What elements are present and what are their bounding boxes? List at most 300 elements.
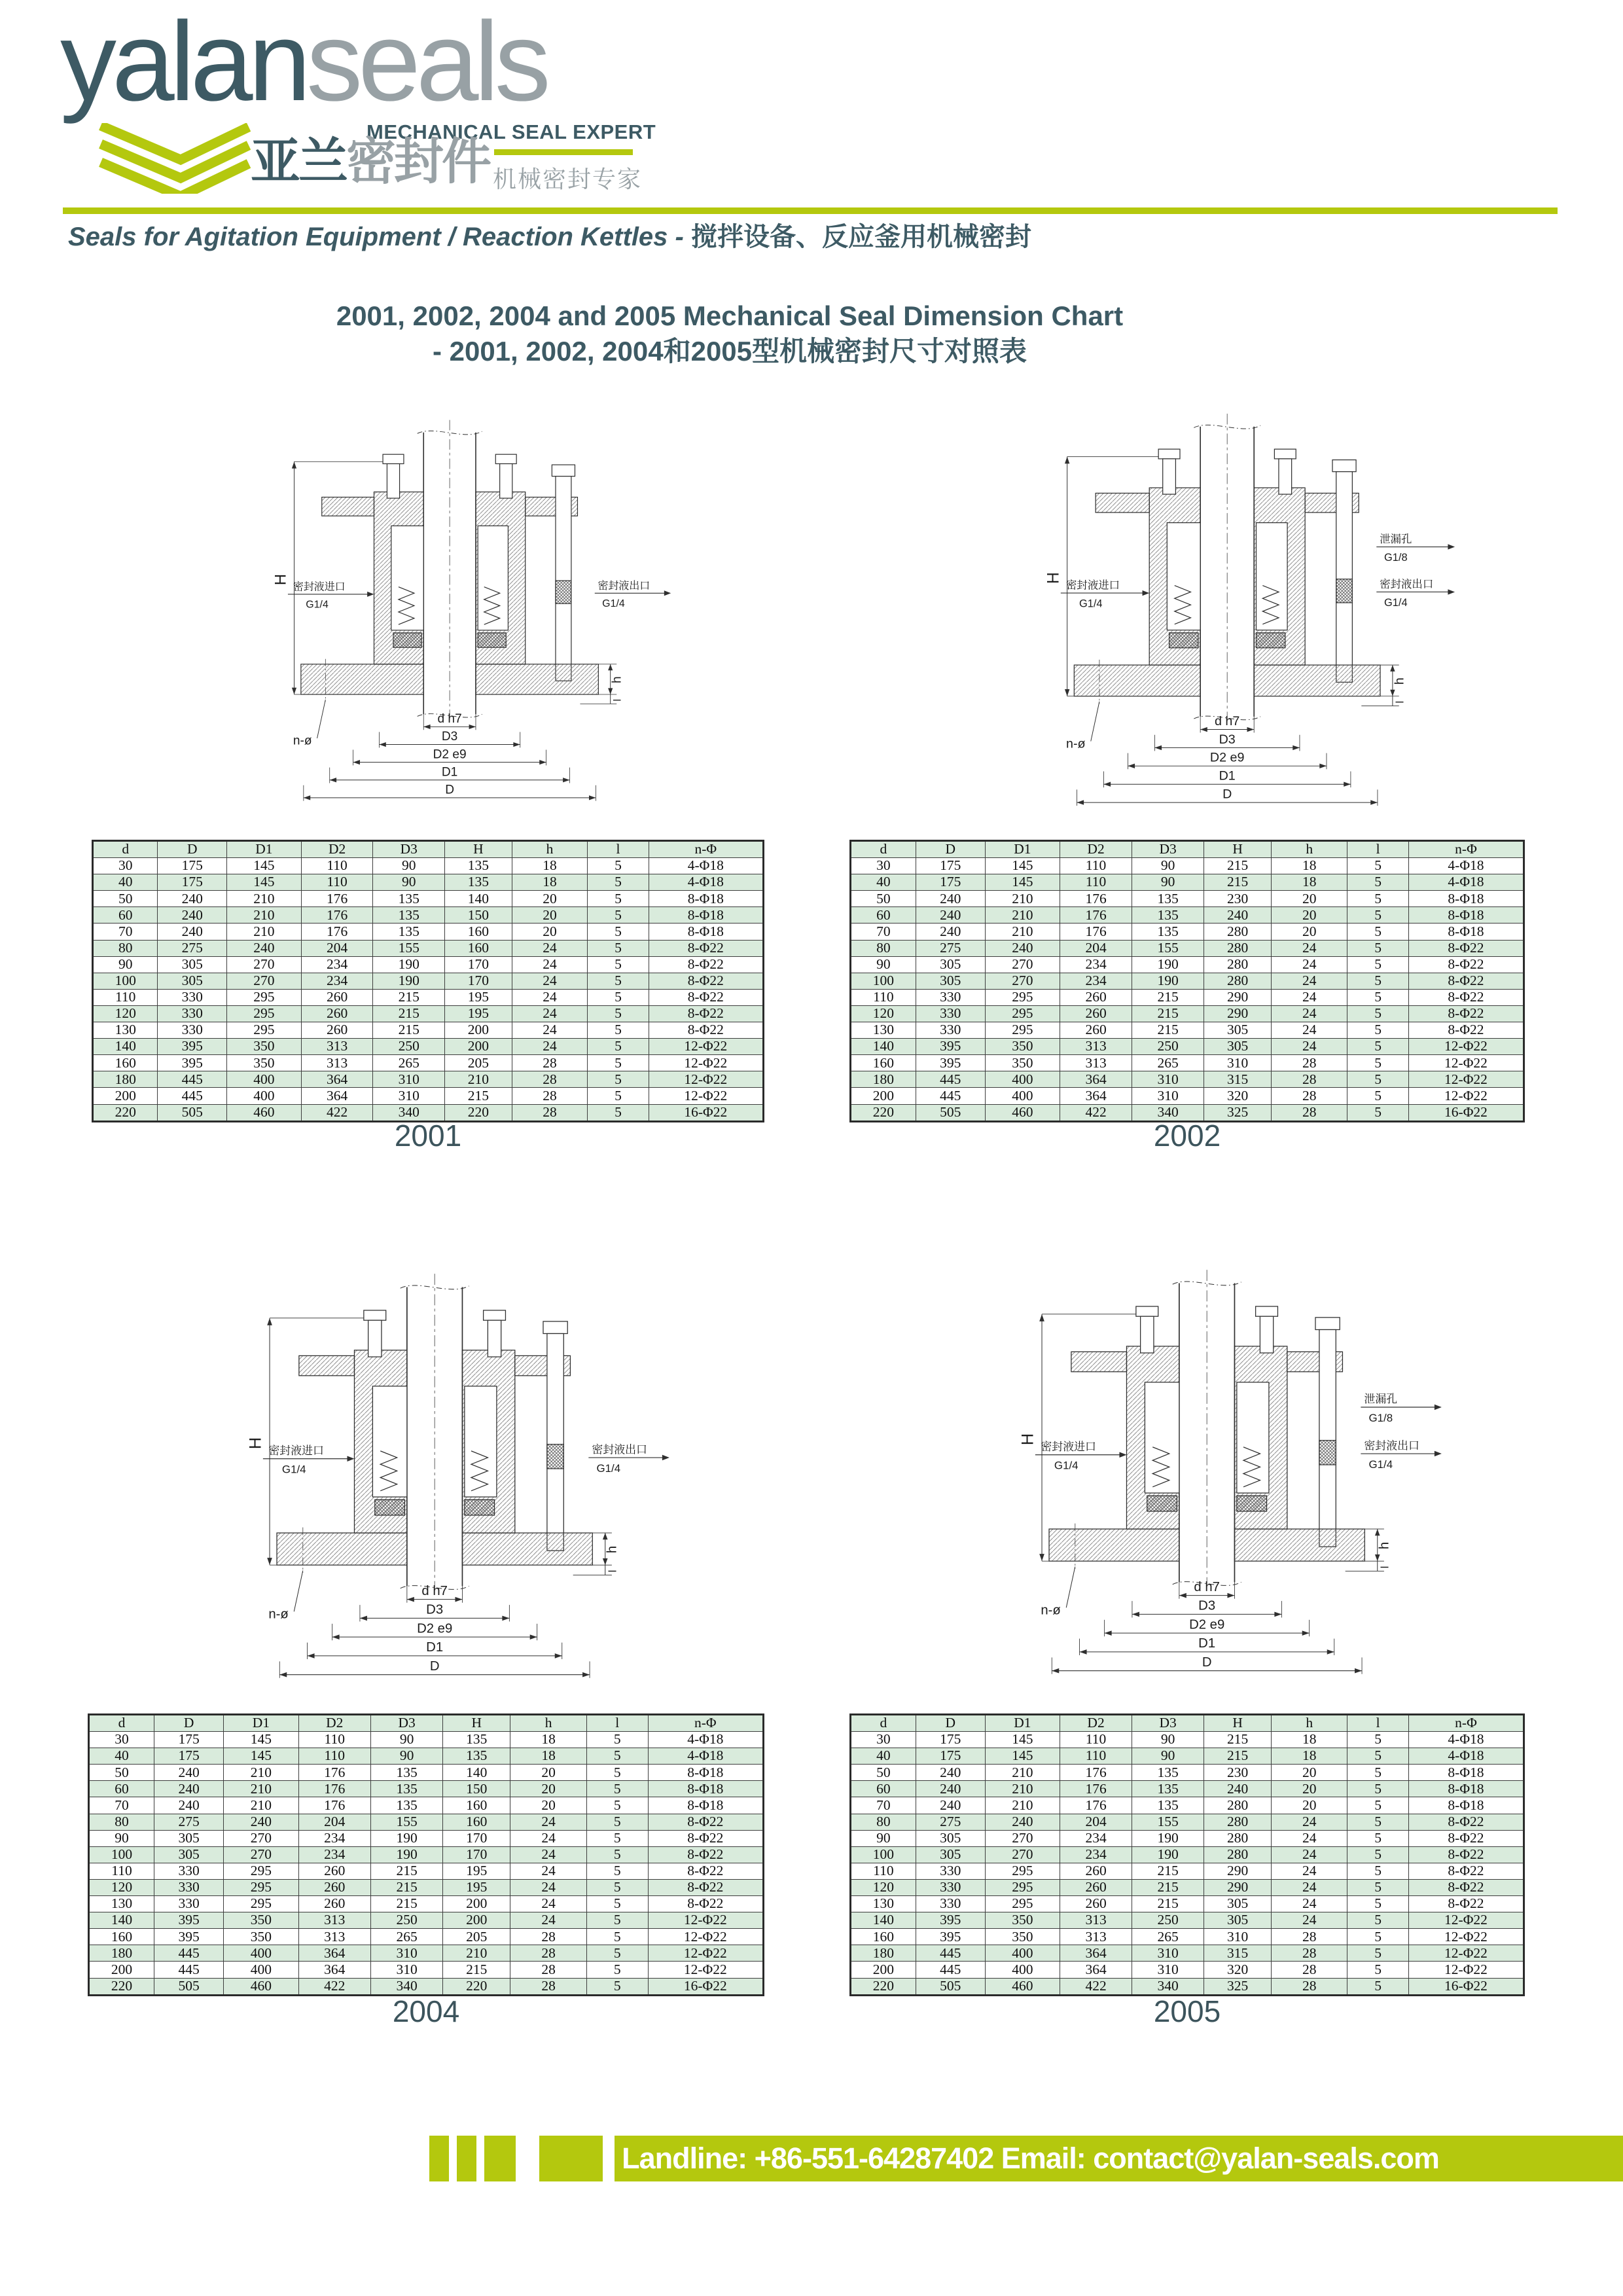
table-cell: 160 — [445, 924, 512, 940]
dim-label-2: D2 e9 — [417, 1621, 453, 1636]
table-cell: 18 — [512, 874, 588, 891]
table-cell: 176 — [1060, 891, 1132, 907]
table-cell: 270 — [224, 1830, 298, 1846]
table-cell: 395 — [154, 1929, 224, 1945]
table-cell: 135 — [1132, 891, 1204, 907]
table-cell: 295 — [224, 1896, 298, 1912]
table-cell: 135 — [1132, 1781, 1204, 1797]
table-cell: 5 — [586, 1830, 648, 1846]
table-cell: 8-Φ22 — [1408, 1830, 1524, 1846]
table-row — [851, 1088, 1524, 1104]
table-cell: 8-Φ18 — [648, 1797, 763, 1814]
page-title — [0, 298, 1459, 369]
table-cell: 20 — [1272, 907, 1347, 924]
table-cell: 20 — [510, 1765, 587, 1781]
table-cell: 90 — [1132, 1748, 1204, 1765]
table-cell: 145 — [985, 858, 1060, 874]
table-cell: 135 — [1132, 1765, 1204, 1781]
table-cell: 12-Φ22 — [1408, 1071, 1524, 1088]
table-cell: 8-Φ22 — [648, 1896, 763, 1912]
table-cell: 20 — [510, 1781, 587, 1797]
table-cell: 145 — [985, 874, 1060, 891]
table-cell: 270 — [226, 973, 301, 989]
table-cell: 40 — [93, 874, 158, 891]
table-cell: 210 — [985, 1797, 1060, 1814]
table-cell: 5 — [1347, 1005, 1409, 1022]
table-cell: 24 — [1272, 1863, 1347, 1879]
table-header-row — [851, 1715, 1524, 1732]
table-cell: 70 — [89, 1797, 154, 1814]
table-cell: 395 — [916, 1039, 985, 1055]
table-cell: 8-Φ18 — [1408, 924, 1524, 940]
table-cell: 5 — [1347, 1978, 1409, 1995]
table-cell: 24 — [510, 1830, 587, 1846]
table-cell: 210 — [226, 907, 301, 924]
dim-label-l: l — [1378, 1566, 1391, 1569]
table-cell: 240 — [224, 1814, 298, 1830]
table-cell: 5 — [1347, 973, 1409, 989]
table-cell: 5 — [588, 989, 649, 1005]
table-cell: 330 — [916, 989, 985, 1005]
table-cell: 200 — [89, 1962, 154, 1978]
table-cell: 176 — [301, 891, 373, 907]
table-cell: 190 — [1132, 973, 1204, 989]
table-cell: 90 — [93, 956, 158, 973]
table-cell: 8-Φ22 — [649, 973, 763, 989]
table-cell: 5 — [588, 1104, 649, 1121]
table-cell: 8-Φ22 — [1408, 973, 1524, 989]
table-cell: 8-Φ22 — [648, 1879, 763, 1895]
table-cell: 145 — [226, 858, 301, 874]
table-header-row — [89, 1715, 764, 1732]
table-cell: 24 — [512, 1005, 588, 1022]
table-cell: 215 — [373, 1022, 445, 1039]
table-cell: 12-Φ22 — [648, 1929, 763, 1945]
table-cell: 295 — [224, 1879, 298, 1895]
table-row — [89, 1978, 764, 1995]
table-cell: 220 — [443, 1978, 510, 1995]
table-cell: 240 — [158, 907, 227, 924]
outlet-size-label: G1/4 — [602, 598, 625, 610]
table-header-row — [851, 841, 1524, 858]
table-cell: 234 — [1060, 973, 1132, 989]
table-cell: 5 — [1347, 1896, 1409, 1912]
table-header-cell: D — [158, 841, 227, 858]
table-cell: 330 — [916, 1005, 985, 1022]
seal-drawing-2002 — [1039, 407, 1458, 816]
table-cell: 310 — [370, 1945, 442, 1962]
dim-label-l: l — [606, 1570, 619, 1573]
table-row — [93, 1055, 764, 1071]
table-cell: 80 — [851, 940, 916, 956]
table-row — [89, 1912, 764, 1929]
table-row — [851, 989, 1524, 1005]
table-cell: 28 — [512, 1104, 588, 1121]
table-cell: 12-Φ22 — [649, 1055, 763, 1071]
table-cell: 8-Φ18 — [648, 1781, 763, 1797]
inlet-arrow — [1143, 590, 1150, 596]
bolt-circle-label: n-ø — [1066, 736, 1086, 751]
table-row — [93, 874, 764, 891]
table-cell: 270 — [985, 956, 1060, 973]
table-cell: 445 — [916, 1945, 985, 1962]
table-cell: 260 — [1060, 1863, 1132, 1879]
table-cell: 215 — [1132, 1005, 1204, 1022]
inlet-size-label: G1/4 — [1054, 1459, 1079, 1472]
table-cell: 400 — [985, 1962, 1060, 1978]
table-cell: 8-Φ18 — [1408, 891, 1524, 907]
table-cell: 210 — [985, 1765, 1060, 1781]
table-header-cell: D — [154, 1715, 224, 1732]
table-header-cell: h — [1272, 1715, 1347, 1732]
leak-arrow — [1448, 544, 1455, 549]
dim-label-4: D — [429, 1659, 440, 1674]
table-cell: 8-Φ22 — [1408, 1022, 1524, 1039]
table-cell: 215 — [1132, 1896, 1204, 1912]
table-cell: 190 — [1132, 1846, 1204, 1863]
table-cell: 240 — [916, 1765, 985, 1781]
table-cell: 80 — [851, 1814, 916, 1830]
dimension-table-wrap-2001 — [92, 840, 764, 1122]
table-cell: 24 — [512, 940, 588, 956]
table-cell: 5 — [588, 874, 649, 891]
dim-label-2: D2 e9 — [1209, 750, 1245, 765]
table-cell: 5 — [1347, 907, 1409, 924]
table-cell: 135 — [370, 1781, 442, 1797]
table-cell: 5 — [1347, 1765, 1409, 1781]
table-cell: 5 — [1347, 1039, 1409, 1055]
table-cell: 234 — [298, 1830, 370, 1846]
table-cell: 5 — [1347, 1814, 1409, 1830]
table-header-cell: d — [89, 1715, 154, 1732]
table-cell: 176 — [1060, 1781, 1132, 1797]
table-cell: 4-Φ18 — [648, 1732, 763, 1748]
table-cell: 5 — [588, 1039, 649, 1055]
table-cell: 5 — [1347, 1732, 1409, 1748]
table-cell: 350 — [985, 1039, 1060, 1055]
table-cell: 5 — [588, 858, 649, 874]
table-cell: 395 — [158, 1039, 227, 1055]
table-row — [93, 989, 764, 1005]
table-cell: 240 — [1204, 1781, 1272, 1797]
table-row — [851, 1896, 1524, 1912]
table-cell: 340 — [1132, 1978, 1204, 1995]
table-cell: 5 — [1347, 858, 1409, 874]
table-cell: 150 — [443, 1781, 510, 1797]
subtitle-chinese: 搅拌设备、反应釜用机械密封 — [690, 223, 1031, 251]
dim-label-0: d h7 — [1194, 1579, 1220, 1594]
table-cell: 350 — [985, 1912, 1060, 1929]
table-cell: 40 — [851, 874, 916, 891]
table-cell: 315 — [1204, 1071, 1272, 1088]
table-cell: 313 — [298, 1912, 370, 1929]
dim-label-4: D — [1222, 787, 1232, 802]
table-cell: 320 — [1204, 1962, 1272, 1978]
table-cell: 280 — [1204, 973, 1272, 989]
table-cell: 110 — [93, 989, 158, 1005]
table-cell: 270 — [985, 1846, 1060, 1863]
table-cell: 5 — [1347, 940, 1409, 956]
table-cell: 240 — [916, 907, 985, 924]
table-cell: 24 — [512, 956, 588, 973]
table-cell: 295 — [985, 1879, 1060, 1895]
table-cell: 270 — [985, 1830, 1060, 1846]
table-cell: 12-Φ22 — [649, 1088, 763, 1104]
table-cell: 330 — [916, 1022, 985, 1039]
table-cell: 16-Φ22 — [649, 1104, 763, 1121]
table-cell: 5 — [1347, 956, 1409, 973]
table-cell: 8-Φ22 — [649, 940, 763, 956]
footer-contact-bar — [615, 2136, 1623, 2181]
table-cell: 12-Φ22 — [648, 1945, 763, 1962]
dim-label-4: D — [1202, 1655, 1212, 1670]
table-cell: 4-Φ18 — [1408, 858, 1524, 874]
table-cell: 5 — [586, 1978, 648, 1995]
table-cell: 234 — [298, 1846, 370, 1863]
table-row — [851, 940, 1524, 956]
outlet-size-label: G1/4 — [1368, 1458, 1393, 1471]
table-cell: 176 — [1060, 907, 1132, 924]
table-cell: 445 — [916, 1088, 985, 1104]
table-cell: 135 — [373, 924, 445, 940]
table-header-cell: D1 — [985, 841, 1060, 858]
table-cell: 4-Φ18 — [1408, 874, 1524, 891]
table-cell: 8-Φ18 — [649, 891, 763, 907]
table-cell: 60 — [851, 907, 916, 924]
table-cell: 364 — [1060, 1945, 1132, 1962]
table-cell: 305 — [916, 1846, 985, 1863]
table-cell: 210 — [224, 1797, 298, 1814]
table-cell: 135 — [445, 874, 512, 891]
table-cell: 20 — [1272, 891, 1347, 907]
table-cell: 176 — [298, 1765, 370, 1781]
dim-label-h: h — [610, 676, 624, 683]
table-cell: 50 — [93, 891, 158, 907]
table-cell: 240 — [916, 924, 985, 940]
table-cell: 195 — [443, 1863, 510, 1879]
table-cell: 90 — [851, 1830, 916, 1846]
table-cell: 200 — [445, 1039, 512, 1055]
brand-cn-primary: 亚兰 — [251, 134, 346, 190]
dimension-table-2002 — [849, 840, 1525, 1122]
table-cell: 210 — [985, 1781, 1060, 1797]
table-cell: 280 — [1204, 1830, 1272, 1846]
table-cell: 200 — [443, 1912, 510, 1929]
table-cell: 12-Φ22 — [1408, 1912, 1524, 1929]
table-cell: 315 — [1204, 1945, 1272, 1962]
table-cell: 5 — [586, 1879, 648, 1895]
table-cell: 190 — [370, 1830, 442, 1846]
footer-accent-block — [429, 2136, 449, 2181]
table-cell: 190 — [370, 1846, 442, 1863]
table-row — [851, 924, 1524, 940]
table-cell: 30 — [851, 1732, 916, 1748]
table-cell: 305 — [916, 973, 985, 989]
table-cell: 12-Φ22 — [649, 1039, 763, 1055]
outlet-label: 密封液出口 — [592, 1443, 647, 1456]
table-cell: 220 — [89, 1978, 154, 1995]
table-cell: 422 — [1060, 1104, 1132, 1121]
brand-cn-secondary: 密封件 — [346, 134, 490, 190]
table-cell: 8-Φ18 — [1408, 1765, 1524, 1781]
table-cell: 400 — [226, 1071, 301, 1088]
bolt-circle-label: n-ø — [1041, 1603, 1061, 1618]
table-cell: 5 — [1347, 1929, 1409, 1945]
table-cell: 135 — [445, 858, 512, 874]
table-cell: 12-Φ22 — [1408, 1945, 1524, 1962]
table-cell: 28 — [1272, 1088, 1347, 1104]
table-cell: 8-Φ18 — [648, 1765, 763, 1781]
table-cell: 305 — [1204, 1039, 1272, 1055]
table-row — [851, 1765, 1524, 1781]
table-cell: 5 — [1347, 874, 1409, 891]
table-cell: 30 — [851, 858, 916, 874]
table-cell: 20 — [512, 924, 588, 940]
table-cell: 330 — [154, 1896, 224, 1912]
table-cell: 260 — [1060, 1879, 1132, 1895]
table-cell: 260 — [301, 1005, 373, 1022]
table-cell: 24 — [510, 1879, 587, 1895]
table-cell: 18 — [512, 858, 588, 874]
table-cell: 5 — [586, 1912, 648, 1929]
brand-chevron-icon — [97, 123, 253, 197]
table-cell: 90 — [1132, 858, 1204, 874]
table-cell: 260 — [298, 1896, 370, 1912]
table-cell: 5 — [1347, 1748, 1409, 1765]
table-cell: 215 — [373, 989, 445, 1005]
table-cell: 190 — [373, 956, 445, 973]
table-cell: 20 — [510, 1797, 587, 1814]
table-cell: 505 — [158, 1104, 227, 1121]
logo-divider-line — [494, 149, 633, 155]
table-cell: 24 — [1272, 1896, 1347, 1912]
table-cell: 220 — [93, 1104, 158, 1121]
table-cell: 5 — [586, 1748, 648, 1765]
brand-name-en-primary: yalan — [60, 0, 307, 124]
table-cell: 310 — [373, 1088, 445, 1104]
table-cell: 5 — [586, 1896, 648, 1912]
table-cell: 130 — [851, 1896, 916, 1912]
table-cell: 220 — [851, 1978, 916, 1995]
table-cell: 215 — [1132, 1879, 1204, 1895]
table-cell: 135 — [443, 1748, 510, 1765]
dim-label-3: D1 — [1219, 768, 1236, 783]
table-cell: 5 — [586, 1962, 648, 1978]
table-cell: 313 — [301, 1039, 373, 1055]
table-cell: 190 — [1132, 1830, 1204, 1846]
table-cell: 215 — [1132, 1863, 1204, 1879]
table-cell: 24 — [510, 1863, 587, 1879]
table-cell: 215 — [443, 1962, 510, 1978]
table-cell: 395 — [916, 1912, 985, 1929]
table-cell: 200 — [851, 1088, 916, 1104]
dim-label-H: H — [1018, 1433, 1037, 1446]
table-cell: 265 — [370, 1929, 442, 1945]
table-cell: 230 — [1204, 1765, 1272, 1781]
inlet-label: 密封液进口 — [268, 1444, 324, 1457]
table-cell: 24 — [1272, 956, 1347, 973]
table-cell: 20 — [1272, 1781, 1347, 1797]
table-cell: 90 — [1132, 1732, 1204, 1748]
dim-label-H: H — [246, 1437, 265, 1450]
table-cell: 16-Φ22 — [648, 1978, 763, 1995]
inlet-arrow — [367, 592, 374, 597]
table-row — [93, 858, 764, 874]
table-cell: 8-Φ18 — [649, 924, 763, 940]
table-cell: 210 — [985, 907, 1060, 924]
table-cell: 215 — [370, 1863, 442, 1879]
page-title-line1: 2001, 2002, 2004 and 2005 Mechanical Seal Dimension Chart — [336, 300, 1124, 331]
table-cell: 28 — [510, 1962, 587, 1978]
table-cell: 190 — [1132, 956, 1204, 973]
table-row — [89, 1781, 764, 1797]
table-cell: 250 — [373, 1039, 445, 1055]
table-cell: 295 — [985, 1863, 1060, 1879]
table-cell: 195 — [445, 1005, 512, 1022]
table-cell: 240 — [916, 891, 985, 907]
table-cell: 135 — [1132, 907, 1204, 924]
table-cell: 110 — [89, 1863, 154, 1879]
table-cell: 24 — [1272, 973, 1347, 989]
table-cell: 8-Φ18 — [1408, 907, 1524, 924]
page-title-line2: - 2001, 2002, 2004和2005型机械密封尺寸对照表 — [432, 336, 1027, 367]
table-cell: 180 — [851, 1945, 916, 1962]
table-cell: 280 — [1204, 1797, 1272, 1814]
table-cell: 460 — [985, 1978, 1060, 1995]
inlet-label: 密封液进口 — [1041, 1440, 1096, 1453]
table-cell: 155 — [1132, 940, 1204, 956]
table-cell: 210 — [224, 1765, 298, 1781]
table-cell: 8-Φ22 — [1408, 989, 1524, 1005]
table-row — [89, 1879, 764, 1895]
table-cell: 230 — [1204, 891, 1272, 907]
table-cell: 140 — [851, 1039, 916, 1055]
table-cell: 5 — [588, 1088, 649, 1104]
brand-tagline-en: MECHANICAL SEAL EXPERT — [366, 120, 656, 143]
table-cell: 350 — [985, 1929, 1060, 1945]
table-cell: 200 — [443, 1896, 510, 1912]
table-cell: 176 — [298, 1781, 370, 1797]
table-cell: 28 — [510, 1945, 587, 1962]
table-cell: 5 — [586, 1929, 648, 1945]
table-cell: 8-Φ22 — [1408, 1863, 1524, 1879]
table-cell: 5 — [586, 1945, 648, 1962]
table-cell: 260 — [1060, 989, 1132, 1005]
table-cell: 5 — [1347, 1797, 1409, 1814]
leak-arrow — [1435, 1405, 1442, 1410]
table-cell: 5 — [1347, 1863, 1409, 1879]
table-cell: 160 — [851, 1929, 916, 1945]
table-cell: 210 — [443, 1945, 510, 1962]
table-cell: 445 — [916, 1962, 985, 1978]
table-cell: 110 — [1060, 1732, 1132, 1748]
table-cell: 250 — [1132, 1039, 1204, 1055]
table-header-cell: H — [1204, 1715, 1272, 1732]
table-cell: 5 — [1347, 1846, 1409, 1863]
table-cell: 250 — [1132, 1912, 1204, 1929]
dim-label-1: D3 — [1219, 732, 1236, 747]
table-cell: 215 — [1132, 989, 1204, 1005]
table-cell: 155 — [370, 1814, 442, 1830]
table-cell: 110 — [1060, 858, 1132, 874]
table-row — [89, 1929, 764, 1945]
table-cell: 5 — [1347, 1055, 1409, 1071]
table-cell: 445 — [916, 1071, 985, 1088]
table-cell: 330 — [158, 989, 227, 1005]
table-cell: 24 — [1272, 1039, 1347, 1055]
table-cell: 160 — [443, 1814, 510, 1830]
dim-label-3: D1 — [426, 1640, 444, 1655]
